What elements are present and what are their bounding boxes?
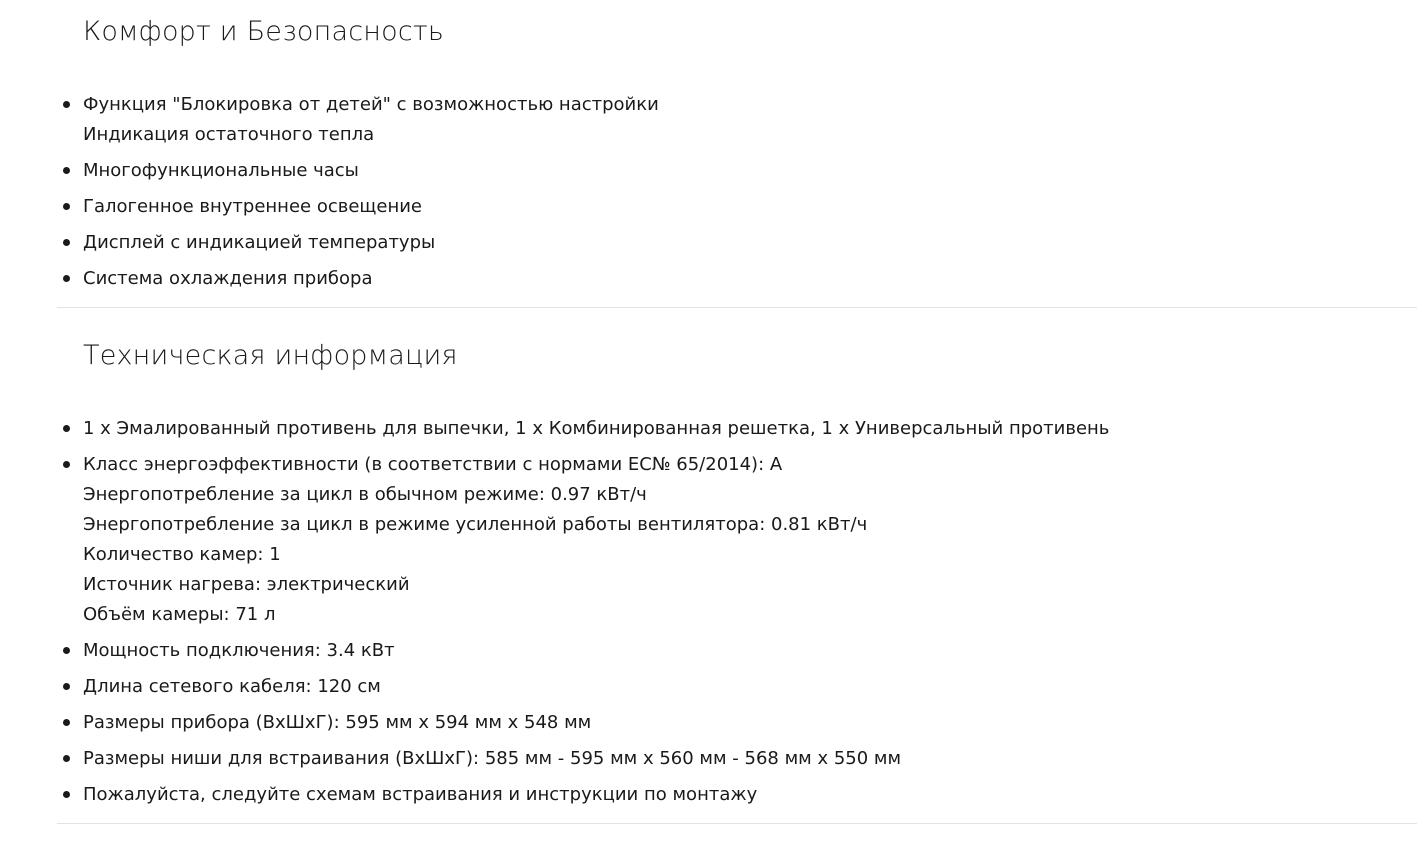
item-text: Система охлаждения прибора — [83, 268, 373, 289]
bullet-icon — [63, 239, 70, 246]
bullet-icon — [63, 683, 70, 690]
list-item — [83, 90, 659, 150]
list-item — [83, 636, 1109, 666]
bullet-icon — [63, 167, 70, 174]
item-text: Энергопотребление за цикл в обычном режиме: 0.97 кВт/ч — [83, 484, 647, 505]
bullet-icon — [63, 101, 70, 108]
item-text: Источник нагрева: электрический — [83, 574, 410, 595]
section-title: Комфорт и Безопасность — [83, 16, 445, 47]
item-text: Дисплей с индикацией температуры — [83, 232, 436, 253]
item-text: Индикация остаточного тепла — [83, 124, 375, 145]
list-item — [83, 414, 1109, 444]
list-item — [83, 192, 659, 222]
list-item — [83, 672, 1109, 702]
section-technical-info — [57, 307, 1417, 824]
list-item — [83, 708, 1109, 738]
bullet-icon — [63, 461, 70, 468]
item-text: Многофункциональные часы — [83, 160, 359, 181]
bullet-icon — [63, 203, 70, 210]
item-text: Размеры прибора (ВxШxГ): 595 мм x 594 мм x 548 мм — [83, 712, 592, 733]
item-text: 1 x Эмалированный противень для выпечки, 1 x Комбинированная решетка, 1 x Универсальный противень — [83, 418, 1110, 439]
item-text: Количество камер: 1 — [83, 544, 281, 565]
list-item — [83, 450, 1109, 630]
list-item — [83, 264, 659, 294]
bullet-icon — [63, 755, 70, 762]
item-text: Размеры ниши для встраивания (ВxШxГ): 585 мм - 595 мм x 560 мм - 568 мм x 550 мм — [83, 748, 902, 769]
item-text: Длина сетевого кабеля: 120 см — [83, 676, 381, 697]
bullet-icon — [63, 719, 70, 726]
item-text: Объём камеры: 71 л — [83, 604, 276, 625]
bullet-icon — [63, 425, 70, 432]
item-text: Галогенное внутреннее освещение — [83, 196, 422, 217]
item-text: Функция "Блокировка от детей" с возможностью настройки — [83, 94, 659, 115]
list-item — [83, 156, 659, 186]
bullet-icon — [63, 647, 70, 654]
item-text: Энергопотребление за цикл в режиме усиленной работы вентилятора: 0.81 кВт/ч — [83, 514, 868, 535]
list-item — [83, 228, 659, 258]
item-text: Мощность подключения: 3.4 кВт — [83, 640, 395, 661]
bullet-icon — [63, 275, 70, 282]
spec-list — [83, 414, 1109, 816]
item-text: Пожалуйста, следуйте схемам встраивания и инструкции по монтажу — [83, 784, 758, 805]
section-comfort-safety — [57, 0, 1417, 308]
item-text: Класс энергоэффективности (в соответствии с нормами EC№ 65/2014): A — [83, 454, 783, 475]
feature-list — [83, 90, 659, 300]
list-item — [83, 744, 1109, 774]
bullet-icon — [63, 791, 70, 798]
list-item — [83, 780, 1109, 810]
section-title: Техническая информация — [83, 340, 458, 371]
